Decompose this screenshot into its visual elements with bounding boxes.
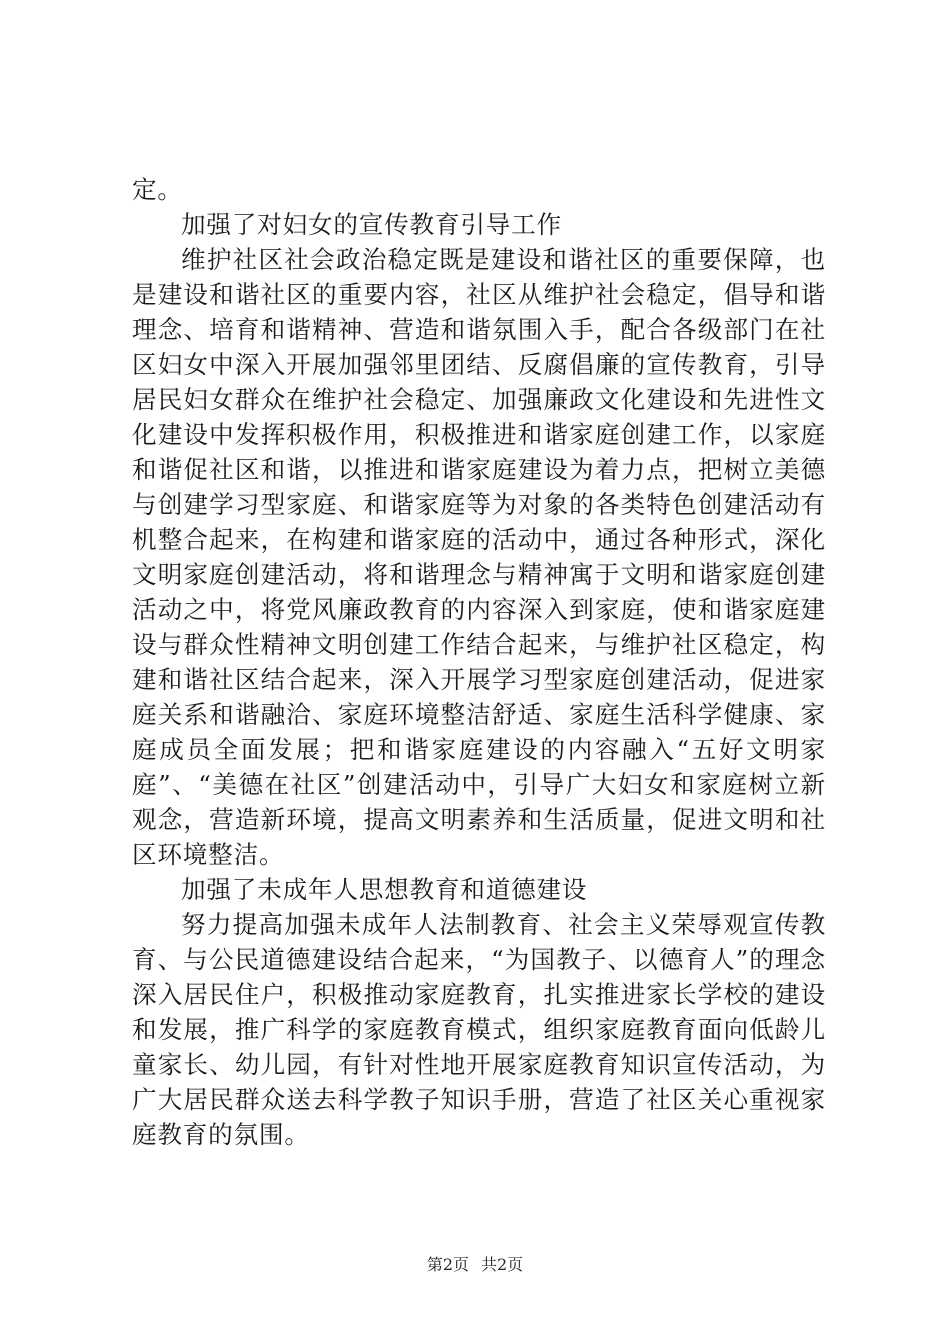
page-total: 共2页 <box>481 1255 524 1274</box>
page-number: 第2页 <box>426 1255 469 1274</box>
paragraph-women-education: 维护社区社会政治稳定既是建设和谐社区的重要保障，也是建设和谐社区的重要内容，社区从维护社会稳定，倡导和谐理念、培育和谐精神、营造和谐氛围入手，配合各级部门在社区妇女中深入开展加强邻里团结、反腐倡廉的宣传教育，引导居民妇女群众在维护社会稳定、加强廉政文化建设和先进性文化建设中发挥积极作用，积极推进和谐家庭创建工作，以家庭和谐促社区和谐，以推进和谐家庭建设为着力点，把树立美德与创建学习型家庭、和谐家庭等为对象的各类特色创建活动有机整合起来，在构建和谐家庭的活动中，通过各种形式，深化文明家庭创建活动，将和谐理念与精神寓于文明和谐家庭创建活动之中，将党风廉政教育的内容深入到家庭，使和谐家庭建设与群众性精神文明创建工作结合起来，与维护社区稳定，构建和谐社区结合起来，深入开展学习型家庭创建活动，促进家庭关系和谐融洽、家庭环境整洁舒适、家庭生活科学健康、家庭成员全面发展；把和谐家庭建设的内容融入“五好文明家庭”、“美德在社区”创建活动中，引导广大妇女和家庭树立新观念，营造新环境，提高文明素养和生活质量，促进文明和社区环境整洁。 <box>132 245 826 869</box>
document-body <box>132 172 826 1152</box>
page-footer <box>0 1255 950 1275</box>
paragraph-continuation: 定。 <box>132 175 183 204</box>
section-heading-women-education: 加强了对妇女的宣传教育引导工作 <box>181 210 562 239</box>
section-heading-minors-education: 加强了未成年人思想教育和道德建设 <box>181 875 588 904</box>
paragraph-minors-education: 努力提高加强未成年人法制教育、社会主义荣辱观宣传教育、与公民道德建设结合起来，“为国教子、以德育人”的理念深入居民住户，积极推动家庭教育，扎实推进家长学校的建设和发展，推广科学的家庭教育模式，组织家庭教育面向低龄儿童家长、幼儿园，有针对性地开展家庭教育知识宣传活动，为广大居民群众送去科学教子知识手册，营造了社区关心重视家庭教育的氛围。 <box>132 910 826 1149</box>
